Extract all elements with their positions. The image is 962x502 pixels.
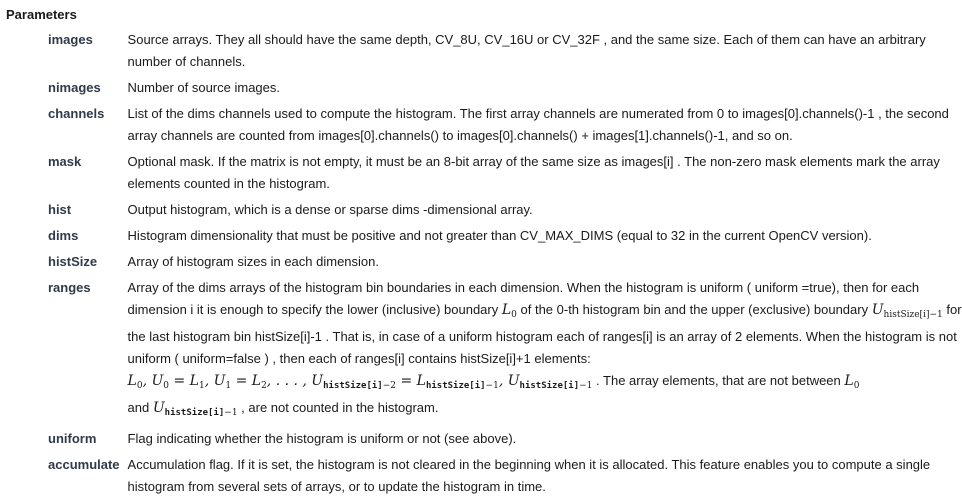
ranges-text-3: for the last histogram bin histSize[i]-1 . That is, in case of a uniform histogram each of ranges[i] is an array of 2 elements. When the histogram is not uniform ( uniform=false ) , then each of ranges[i] contains histSize[i]+1 elements:	[127, 302, 962, 366]
param-name: ranges	[48, 280, 91, 295]
math-u-histsize: $U_{histSize[i]-1}$	[871, 302, 943, 320]
param-name: dims	[48, 228, 79, 243]
param-name: histSize	[48, 254, 98, 269]
math-formula: $L_0$, $U_0 = L_1$, $U_1 = L_2$, . . . , $U_{histSize[i]-2} = L_{histSize[i]-1}$, $U_{histSize[i]-1}$	[127, 373, 593, 391]
ranges-text-1: Array of the dims arrays of the histogram bin boundaries in each dimension. When the histogram is uniform ( uniform =true), then for each dimension i it is enough to specify the lower (inclusive) boundary	[127, 280, 920, 317]
math-u-histsize-2: $U_{histSize[i]-1}$	[152, 400, 238, 418]
param-desc: Flag indicating whether the histogram is uniform or not (see above).	[127, 431, 517, 446]
param-row-images	[48, 29, 962, 77]
param-row-nimages	[48, 77, 962, 103]
ranges-text-2: of the 0-th histogram bin and the upper (exclusive) boundary	[516, 302, 872, 317]
parameters-table	[48, 29, 962, 502]
param-desc	[128, 277, 962, 428]
param-row-uniform	[48, 428, 962, 454]
param-row-accumulate	[48, 454, 962, 502]
math-l0: $L_0$	[501, 302, 517, 320]
param-row-mask	[48, 151, 962, 199]
param-desc: Output histogram, which is a dense or sparse dims -dimensional array.	[127, 202, 533, 217]
param-name: nimages	[48, 80, 101, 95]
param-name: images	[48, 32, 93, 47]
ranges-text-6: , are not counted in the histogram.	[237, 400, 439, 415]
param-desc: List of the dims channels used to compute the histogram. The first array channels are numerated from 0 to images[0].channels()-1 , the second array channels are counted from images[0].channels() to images[0].channels() + images[1].channels()-1, and so on.	[127, 106, 949, 143]
param-desc: Histogram dimensionality that must be positive and not greater than CV_MAX_DIMS (equal to 32 in the current OpenCV version).	[127, 228, 872, 243]
parameters-heading: Parameters	[6, 7, 77, 22]
param-row-channels	[48, 103, 962, 151]
param-name: uniform	[48, 431, 97, 446]
math-l0-2: $L_0$	[844, 373, 860, 391]
param-row-ranges	[48, 277, 962, 428]
param-name: accumulate	[48, 457, 120, 472]
param-desc: Accumulation flag. If it is set, the histogram is not cleared in the beginning when it is allocated. This feature enables you to compute a single histogram from several sets of arrays, or to update the histogram in time.	[127, 457, 931, 494]
param-desc: Array of histogram sizes in each dimension.	[127, 254, 379, 269]
ranges-text-5: and	[127, 400, 153, 415]
param-row-dims	[48, 225, 962, 251]
param-name: hist	[48, 202, 72, 217]
param-row-hist	[48, 199, 962, 225]
param-desc: Optional mask. If the matrix is not empty, it must be an 8-bit array of the same size as images[i] . The non-zero mask elements mark the array elements counted in the histogram.	[127, 154, 940, 191]
param-desc: Source arrays. They all should have the same depth, CV_8U, CV_16U or CV_32F , and the same size. Each of them can have an arbitrary number of channels.	[127, 32, 926, 69]
param-row-histsize	[48, 251, 962, 277]
param-name: channels	[48, 106, 105, 121]
param-desc: Number of source images.	[127, 80, 280, 95]
ranges-text-4: . The array elements, that are not between	[592, 373, 845, 388]
param-name: mask	[48, 154, 82, 169]
